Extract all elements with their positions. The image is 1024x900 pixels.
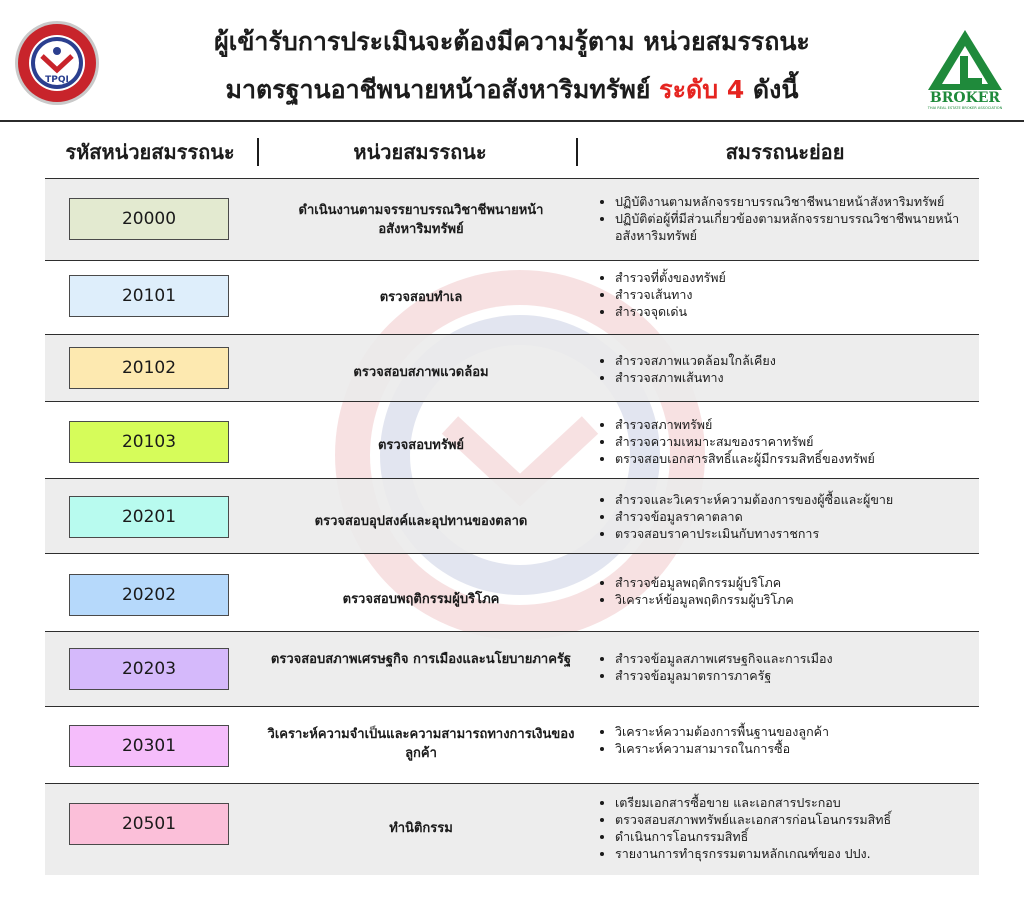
list-item: • สำรวจข้อมูลสภาพเศรษฐกิจและการเมือง (615, 650, 981, 667)
list-item: • ตรวจสอบเอกสารสิทธิ์และผู้มีกรรมสิทธิ์ของทรัพย์ (615, 450, 981, 467)
unit-name: ตรวจสอบอุปสงค์และอุปทานของตลาด (314, 514, 528, 529)
table-row (45, 553, 979, 632)
unit-name: ดำเนินงานตามจรรยาบรรณวิชาชีพนายหน้าอสังหาริมทรัพย์ (298, 203, 544, 237)
sub-competency-list (593, 193, 981, 244)
table-row (45, 334, 979, 402)
unit-name: ตรวจสอบทำเล (379, 290, 463, 305)
column-separator (257, 138, 259, 166)
unit-name: ตรวจสอบทรัพย์ (377, 438, 465, 453)
page-title-line2: มาตรฐานอาชีพนายหน้าอสังหาริมทรัพย์ ระดับ 4 ดังนี้ (225, 75, 799, 104)
unit-code-box: 20102 (69, 347, 229, 389)
table-row (45, 178, 979, 261)
unit-code-box: 20203 (69, 648, 229, 690)
column-header-sub: สมรรถนะย่อย (725, 140, 845, 164)
list-item: • สำรวจเส้นทาง (615, 286, 981, 303)
broker-logo (922, 26, 1008, 110)
list-item: • วิเคราะห์ความสามารถในการซื้อ (615, 740, 981, 757)
sub-competency-list (593, 269, 981, 320)
table-row (45, 478, 979, 554)
table-row (45, 631, 979, 707)
list-item: • สำรวจความเหมาะสมของราคาทรัพย์ (615, 433, 981, 450)
sub-competency-list (593, 650, 981, 684)
table-row (45, 706, 979, 784)
column-header-unit: หน่วยสมรรถนะ (353, 140, 487, 164)
table-row (45, 783, 979, 875)
svg-text:THAI REAL ESTATE BROKER ASSOCI: THAI REAL ESTATE BROKER ASSOCIATION (927, 106, 1003, 110)
list-item: • ปฏิบัติต่อผู้ที่มีส่วนเกี่ยวข้องตามหลักจรรยาบรรณวิชาชีพนายหน้าอสังหาริมทรัพย์ (615, 210, 981, 244)
level-highlight: ระดับ 4 (659, 75, 745, 104)
list-item: • สำรวจสภาพแวดล้อมใกล้เคียง (615, 352, 981, 369)
sub-competency-list (593, 491, 981, 542)
list-item: • ตรวจสอบราคาประเมินกับทางราชการ (615, 525, 981, 542)
unit-code-box: 20101 (69, 275, 229, 317)
unit-code-box: 20501 (69, 803, 229, 845)
unit-code-box: 20000 (69, 198, 229, 240)
unit-name: ตรวจสอบสภาพแวดล้อม (353, 365, 489, 380)
unit-code-box: 20202 (69, 574, 229, 616)
list-item: • ปฏิบัติงานตามหลักจรรยาบรรณวิชาชีพนายหน้าสังหาริมทรัพย์ (615, 193, 981, 210)
tpqi-logo (14, 20, 100, 106)
sub-competency-list (593, 352, 981, 386)
table-row (45, 260, 979, 335)
header-divider (0, 120, 1024, 122)
column-separator (576, 138, 578, 166)
list-item: • ตรวจสอบสภาพทรัพย์และเอกสารก่อนโอนกรรมสิทธิ์ (615, 811, 981, 828)
list-item: • สำรวจที่ตั้งของทรัพย์ (615, 269, 981, 286)
list-item: • วิเคราะห์ข้อมูลพฤติกรรมผู้บริโภค (615, 591, 981, 608)
unit-name: ตรวจสอบพฤติกรรมผู้บริโภค (342, 592, 500, 607)
unit-code-box: 20201 (69, 496, 229, 538)
list-item: • สำรวจข้อมูลราคาตลาด (615, 508, 981, 525)
list-item: • สำรวจสภาพทรัพย์ (615, 416, 981, 433)
unit-code-box: 20103 (69, 421, 229, 463)
svg-text:TPQI: TPQI (45, 75, 69, 85)
unit-name: วิเคราะห์ความจำเป็นและความสามารถทางการเงินของลูกค้า (267, 727, 575, 761)
list-item: • สำรวจและวิเคราะห์ความต้องการของผู้ซื้อและผู้ขาย (615, 491, 981, 508)
list-item: • สำรวจสภาพเส้นทาง (615, 369, 981, 386)
list-item: • สำรวจข้อมูลมาตรการภาครัฐ (615, 667, 981, 684)
sub-competency-list (593, 794, 981, 862)
list-item: • เตรียมเอกสารซื้อขาย และเอกสารประกอบ (615, 794, 981, 811)
unit-code-box: 20301 (69, 725, 229, 767)
svg-text:BROKER: BROKER (929, 90, 1001, 106)
header (0, 0, 1024, 120)
sub-competency-list (593, 416, 981, 467)
sub-competency-list (593, 723, 981, 757)
list-item: • รายงานการทำธุรกรรมตามหลักเกณฑ์ของ ปปง. (615, 845, 981, 862)
list-item: • วิเคราะห์ความต้องการพื้นฐานของลูกค้า (615, 723, 981, 740)
list-item: • สำรวจข้อมูลพฤติกรรมผู้บริโภค (615, 574, 981, 591)
page-title-line1: ผู้เข้ารับการประเมินจะต้องมีความรู้ตาม หน่วยสมรรถนะ (214, 27, 810, 56)
table-row (45, 401, 979, 479)
unit-name: ตรวจสอบสภาพเศรษฐกิจ การเมืองและนโยบายภาครัฐ (270, 652, 572, 667)
list-item: • ดำเนินการโอนกรรมสิทธิ์ (615, 828, 981, 845)
unit-name: ทำนิติกรรม (389, 821, 453, 836)
column-header-code: รหัสหน่วยสมรรถนะ (65, 140, 235, 164)
list-item: • สำรวจจุดเด่น (615, 303, 981, 320)
sub-competency-list (593, 574, 981, 608)
